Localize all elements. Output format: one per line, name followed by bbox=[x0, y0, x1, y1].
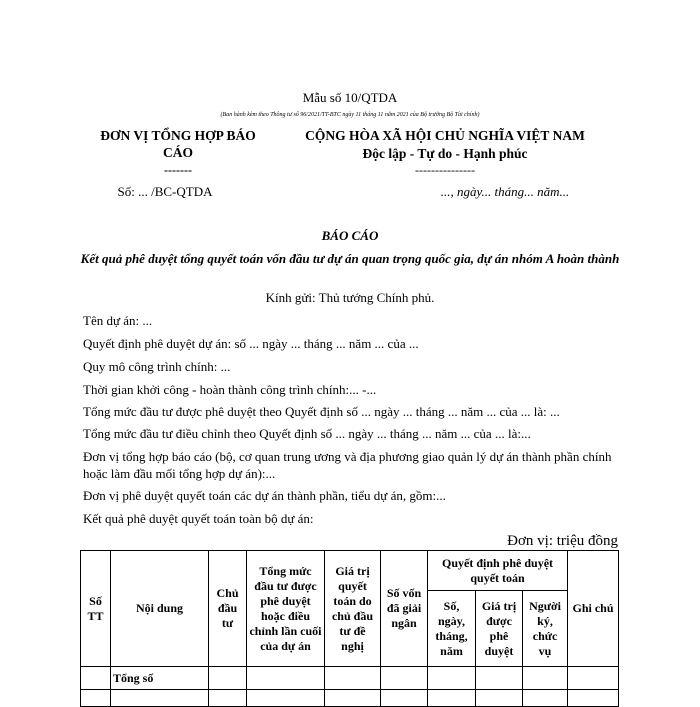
settlement-result-line: Kết quả phê duyệt quyết toán toàn bộ dự án: bbox=[83, 511, 314, 526]
total-row-label: Tổng số bbox=[111, 667, 209, 690]
table-cell bbox=[568, 690, 619, 707]
header-approved-value: Giá trị được phê duyệt bbox=[476, 591, 523, 667]
table-cell bbox=[523, 690, 568, 707]
header-stt: Số TT bbox=[81, 551, 111, 667]
currency-unit-note: Đơn vị: triệu đồng bbox=[507, 533, 618, 549]
project-name-line: Tên dự án: ... bbox=[83, 313, 153, 328]
date-place: ..., ngày... tháng... năm... bbox=[440, 184, 570, 199]
project-scale-line: Quy mô công trình chính: ... bbox=[83, 359, 231, 374]
total-investment-line: Tổng mức đầu tư được phê duyệt theo Quyết định số ... ngày ... tháng ... năm ... của ... là: ... bbox=[83, 404, 560, 419]
header-total-investment: Tổng mức đầu tư được phê duyệt hoặc điều chỉnh lần cuối của dự án bbox=[247, 551, 325, 667]
header-owner: Chủ đầu tư bbox=[209, 551, 247, 667]
national-title: CỘNG HÒA XÃ HỘI CHỦ NGHĨA VIỆT NAM bbox=[305, 128, 585, 143]
table-cell bbox=[523, 667, 568, 690]
table-cell bbox=[428, 690, 476, 707]
header-settlement-value: Giá trị quyết toán do chủ đầu tư đề nghị bbox=[325, 551, 381, 667]
header-signer: Người ký, chức vụ bbox=[523, 591, 568, 667]
table-cell bbox=[381, 690, 428, 707]
table-cell bbox=[476, 690, 523, 707]
table-cell bbox=[81, 667, 111, 690]
table-cell bbox=[209, 690, 247, 707]
header-capital-disbursed: Số vốn đã giải ngân bbox=[381, 551, 428, 667]
header-content: Nội dung bbox=[111, 551, 209, 667]
table-cell bbox=[381, 667, 428, 690]
motto-divider: --------------- bbox=[415, 163, 475, 177]
project-approval-line: Quyết định phê duyệt dự án: số ... ngày ... tháng ... năm ... của ... bbox=[83, 336, 419, 351]
table-cell bbox=[247, 667, 325, 690]
table-row-total bbox=[81, 667, 619, 690]
report-title: BÁO CÁO bbox=[321, 228, 379, 243]
form-issuance-note: (Ban hành kèm theo Thông tư số 96/2021/TT-BTC ngày 11 tháng 11 năm 2021 của Bộ trưởng Bộ Tài chính) bbox=[220, 112, 480, 118]
table-cell bbox=[247, 690, 325, 707]
approving-units-line: Đơn vị phê duyệt quyết toán các dự án thành phần, tiểu dự án, gồm:... bbox=[83, 488, 446, 503]
project-timeline-line: Thời gian khởi công - hoàn thành công trình chính:... -... bbox=[83, 382, 377, 397]
reporting-unit-divider: ------- bbox=[164, 163, 192, 177]
table-cell bbox=[325, 667, 381, 690]
national-motto: Độc lập - Tự do - Hạnh phúc bbox=[362, 146, 528, 161]
document-number: Số: ... /BC-QTDA bbox=[117, 184, 213, 199]
report-recipient: Kính gửi: Thủ tướng Chính phủ. bbox=[265, 290, 435, 305]
form-number: Mẫu số 10/QTDA bbox=[302, 90, 398, 105]
table-cell bbox=[111, 690, 209, 707]
reporting-unit-title: ĐƠN VỊ TỔNG HỢP BÁO CÁO bbox=[100, 128, 256, 160]
table-cell bbox=[568, 667, 619, 690]
settlement-table bbox=[80, 550, 619, 707]
adjusted-investment-line: Tổng mức đầu tư điều chỉnh theo Quyết định số ... ngày ... tháng ... năm ... của ... là:... bbox=[83, 426, 531, 441]
header-approval-date: Số, ngày, tháng, năm bbox=[428, 591, 476, 667]
header-approval-decision: Quyết định phê duyệt quyết toán bbox=[428, 551, 568, 591]
reporting-unit-line: Đơn vị tổng hợp báo cáo (bộ, cơ quan trung ương và địa phương giao quản lý dự án thành phần chính hoặc làm đầu mối tổng hợp dự án):... bbox=[83, 449, 612, 481]
report-subtitle: Kết quả phê duyệt tổng quyết toán vốn đầu tư dự án quan trọng quốc gia, dự án nhóm A hoàn thành bbox=[80, 251, 620, 266]
table-cell bbox=[81, 690, 111, 707]
table-row bbox=[81, 690, 619, 707]
table-cell bbox=[209, 667, 247, 690]
table-cell bbox=[428, 667, 476, 690]
table-cell bbox=[325, 690, 381, 707]
table-cell bbox=[476, 667, 523, 690]
header-note: Ghi chú bbox=[568, 551, 619, 667]
